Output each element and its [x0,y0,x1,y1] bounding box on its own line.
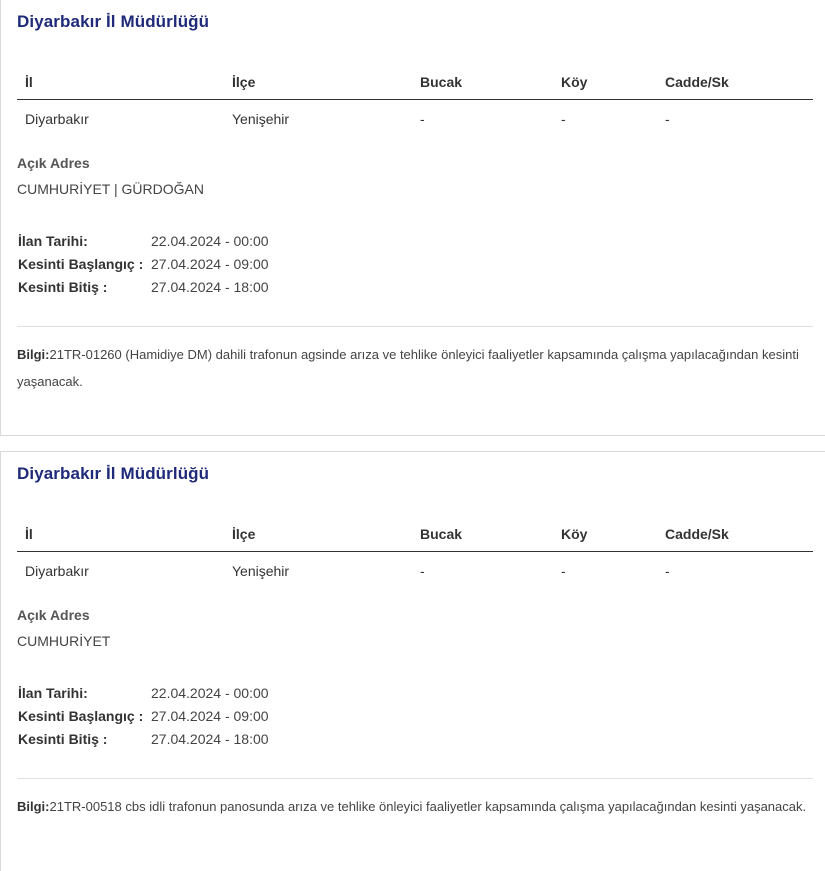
table-row [17,552,813,591]
end-date-row [18,278,269,301]
address-value: CUMHURİYET [17,633,111,649]
info-body: 21TR-00518 cbs idli trafonun panosunda arıza ve tehlike önleyici faaliyetler kapsamında çalışma yapılacağından kesinti yaşanacak. [49,799,807,814]
end-date-value: 27.04.2024 - 18:00 [151,279,269,295]
header-cadde: Cadde/Sk [657,64,813,100]
card-title: Diyarbakır İl Müdürlüğü [17,464,210,483]
cell-il: Diyarbakır [25,563,89,579]
start-date-row [18,255,269,278]
end-date-row [18,730,269,753]
address-label: Açık Adres [17,607,90,623]
address-value: CUMHURİYET | GÜRDOĞAN [17,181,204,197]
end-date-label: Kesinti Bitiş : [18,731,108,747]
divider [17,778,813,779]
cell-koy: - [561,111,566,127]
cell-il: Diyarbakır [25,111,89,127]
end-date-value: 27.04.2024 - 18:00 [151,731,269,747]
header-bucak: Bucak [412,64,553,100]
end-date-label: Kesinti Bitiş : [18,279,108,295]
location-table [17,516,813,590]
start-date-row [18,707,269,730]
cell-koy: - [561,563,566,579]
table-row [17,100,813,139]
cell-cadde: - [665,111,670,127]
info-text [17,341,807,395]
cell-bucak: - [420,111,425,127]
info-body: 21TR-01260 (Hamidiye DM) dahili trafonun agsinde arıza ve tehlike önleyici faaliyetler kapsamında çalışma yapılacağından kesinti yaşanacak. [17,347,799,389]
announce-date-label: İlan Tarihi: [18,685,88,701]
start-date-label: Kesinti Başlangıç : [18,708,144,724]
cell-bucak: - [420,563,425,579]
info-label: Bilgi: [17,347,50,362]
date-list [18,232,269,301]
address-label: Açık Adres [17,155,90,171]
start-date-value: 27.04.2024 - 09:00 [151,708,269,724]
header-bucak: Bucak [412,516,553,552]
announce-date-label: İlan Tarihi: [18,233,88,249]
card-title: Diyarbakır İl Müdürlüğü [17,12,210,31]
start-date-label: Kesinti Başlangıç : [18,256,144,272]
header-ilce: İlçe [224,516,412,552]
announce-date-row [18,684,269,707]
outage-card [0,451,825,871]
cell-ilce: Yenişehir [232,563,290,579]
info-text [17,793,807,820]
cell-ilce: Yenişehir [232,111,290,127]
cell-cadde: - [665,563,670,579]
header-ilce: İlçe [224,64,412,100]
table-header-row [17,64,813,100]
header-il: İl [17,516,224,552]
header-cadde: Cadde/Sk [657,516,813,552]
info-label: Bilgi: [17,799,50,814]
divider [17,326,813,327]
announce-date-value: 22.04.2024 - 00:00 [151,685,269,701]
date-list [18,684,269,753]
header-il: İl [17,64,224,100]
start-date-value: 27.04.2024 - 09:00 [151,256,269,272]
location-table [17,64,813,138]
table-header-row [17,516,813,552]
header-koy: Köy [553,516,657,552]
announce-date-value: 22.04.2024 - 00:00 [151,233,269,249]
header-koy: Köy [553,64,657,100]
announce-date-row [18,232,269,255]
